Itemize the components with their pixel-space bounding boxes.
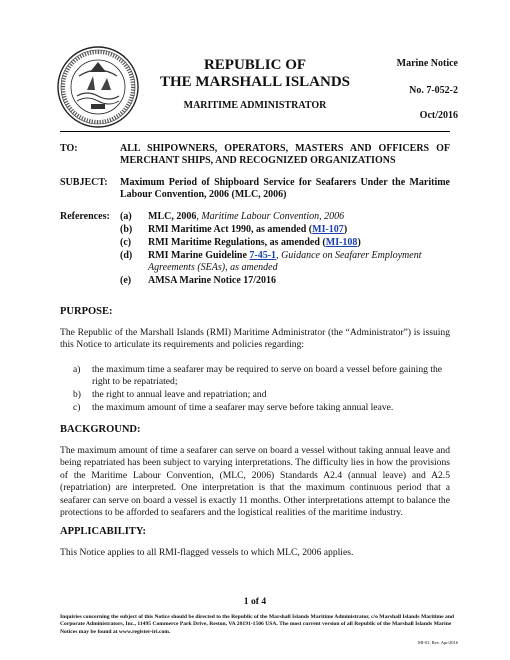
subject-label: SUBJECT: bbox=[60, 177, 108, 188]
reference-title: RMI Maritime Act 1990, as amended ( bbox=[148, 224, 313, 235]
reference-title: RMI Maritime Regulations, as amended ( bbox=[148, 237, 326, 248]
mi-108-link[interactable]: MI-108 bbox=[325, 237, 358, 248]
references-label: References: bbox=[60, 211, 110, 222]
reference-letter: (b) bbox=[120, 224, 133, 235]
reference-letter: (a) bbox=[120, 211, 132, 222]
list-text: the maximum amount of time a seafarer may serve before taking annual leave. bbox=[92, 402, 394, 413]
list-marker: a) bbox=[73, 364, 81, 375]
notice-type: Marine Notice bbox=[396, 58, 458, 69]
reference-item bbox=[148, 237, 450, 249]
reference-title: RMI Marine Guideline bbox=[148, 250, 250, 261]
reference-item bbox=[148, 211, 450, 223]
reference-item bbox=[148, 250, 450, 274]
background-text: The maximum amount of time a seafarer can serve on board a vessel without taking annual leave and being repatriated has been subject to varying interpretations. The difficulty lies in how the provisions of the Maritime Labour Convention, (MLC, 2006) Standards A2.4 (annual leave) and A2.5 (repatriation) are interpreted. One interpretation is that the maximum continuous period that a seafarer can serve on board a vessel is exactly 11 months. Other interpretations attempt to balance the protections to be afforded to seafarers and the logistical realities of the maritime industry. bbox=[60, 445, 450, 519]
footer-inquiries: Inquiries concerning the subject of this Notice should be directed to the Republic of the Marshall Islands Maritime Administrator, c/o Marshall Islands Maritime and Corporate Administrators, Inc., 11495 Commerce Park Drive, Reston, VA 20191-1506 USA. The most current version of all Republic of the Marshall Islands Marine Notices may be found at www.register-iri.com. bbox=[60, 614, 455, 635]
reference-letter: (d) bbox=[120, 250, 133, 261]
form-id: MI-01, Rev. Apr/2016 bbox=[418, 640, 458, 645]
list-marker: c) bbox=[73, 402, 81, 413]
applicability-text: This Notice applies to all RMI-flagged vessels to which MLC, 2006 applies. bbox=[60, 547, 354, 558]
to-text: ALL SHIPOWNERS, OPERATORS, MASTERS AND OFFICERS OF MERCHANT SHIPS, AND RECOGNIZED ORGANIZATIONS bbox=[120, 143, 450, 166]
mi-107-link[interactable]: MI-107 bbox=[312, 224, 344, 235]
reference-close: ) bbox=[343, 224, 348, 235]
header-divider bbox=[60, 131, 450, 132]
background-heading: BACKGROUND: bbox=[60, 424, 141, 435]
reference-description: , Guidance on Seafarer Employment Agreements (SEAs), as amended bbox=[148, 250, 422, 273]
country-title-line2: THE MARSHALL ISLANDS bbox=[159, 74, 351, 90]
list-text: the right to annual leave and repatriation; and bbox=[92, 389, 267, 400]
reference-description: , Maritime Labour Convention, 2006 bbox=[196, 211, 345, 222]
to-label: TO: bbox=[60, 143, 78, 154]
reference-close: ) bbox=[357, 237, 361, 248]
administrator-heading: MARITIME ADMINISTRATOR bbox=[183, 100, 327, 111]
notice-date: Oct/2016 bbox=[419, 110, 458, 121]
purpose-intro: The Republic of the Marshall Islands (RMI) Maritime Administrator (the “Administrator”) is issuing this Notice to articulate its requirements and policies regarding: bbox=[60, 327, 450, 351]
list-text: the maximum time a seafarer may be required to serve on board a vessel before gaining the right to be repatriated; bbox=[92, 364, 443, 388]
reference-letter: (e) bbox=[120, 275, 132, 286]
page-number: 1 of 4 bbox=[243, 596, 267, 607]
notice-number: No. 7-052-2 bbox=[409, 85, 458, 96]
country-title-line1: REPUBLIC OF bbox=[203, 57, 307, 73]
reference-title: AMSA Marine Notice 17/2016 bbox=[148, 275, 277, 286]
reference-item bbox=[148, 224, 450, 236]
subject-text: Maximum Period of Shipboard Service for Seafarers Under the Maritime Labour Convention, 2006 (MLC, 2006) bbox=[120, 177, 450, 200]
reference-item bbox=[148, 275, 450, 287]
applicability-heading: APPLICABILITY: bbox=[60, 526, 146, 537]
list-marker: b) bbox=[73, 389, 81, 400]
reference-title: MLC, 2006 bbox=[148, 211, 197, 222]
reference-letter: (c) bbox=[120, 237, 132, 248]
guideline-7-45-1-link[interactable]: 7-45-1 bbox=[249, 250, 277, 261]
purpose-heading: PURPOSE: bbox=[60, 306, 113, 317]
marshall-islands-seal-icon bbox=[57, 46, 139, 128]
